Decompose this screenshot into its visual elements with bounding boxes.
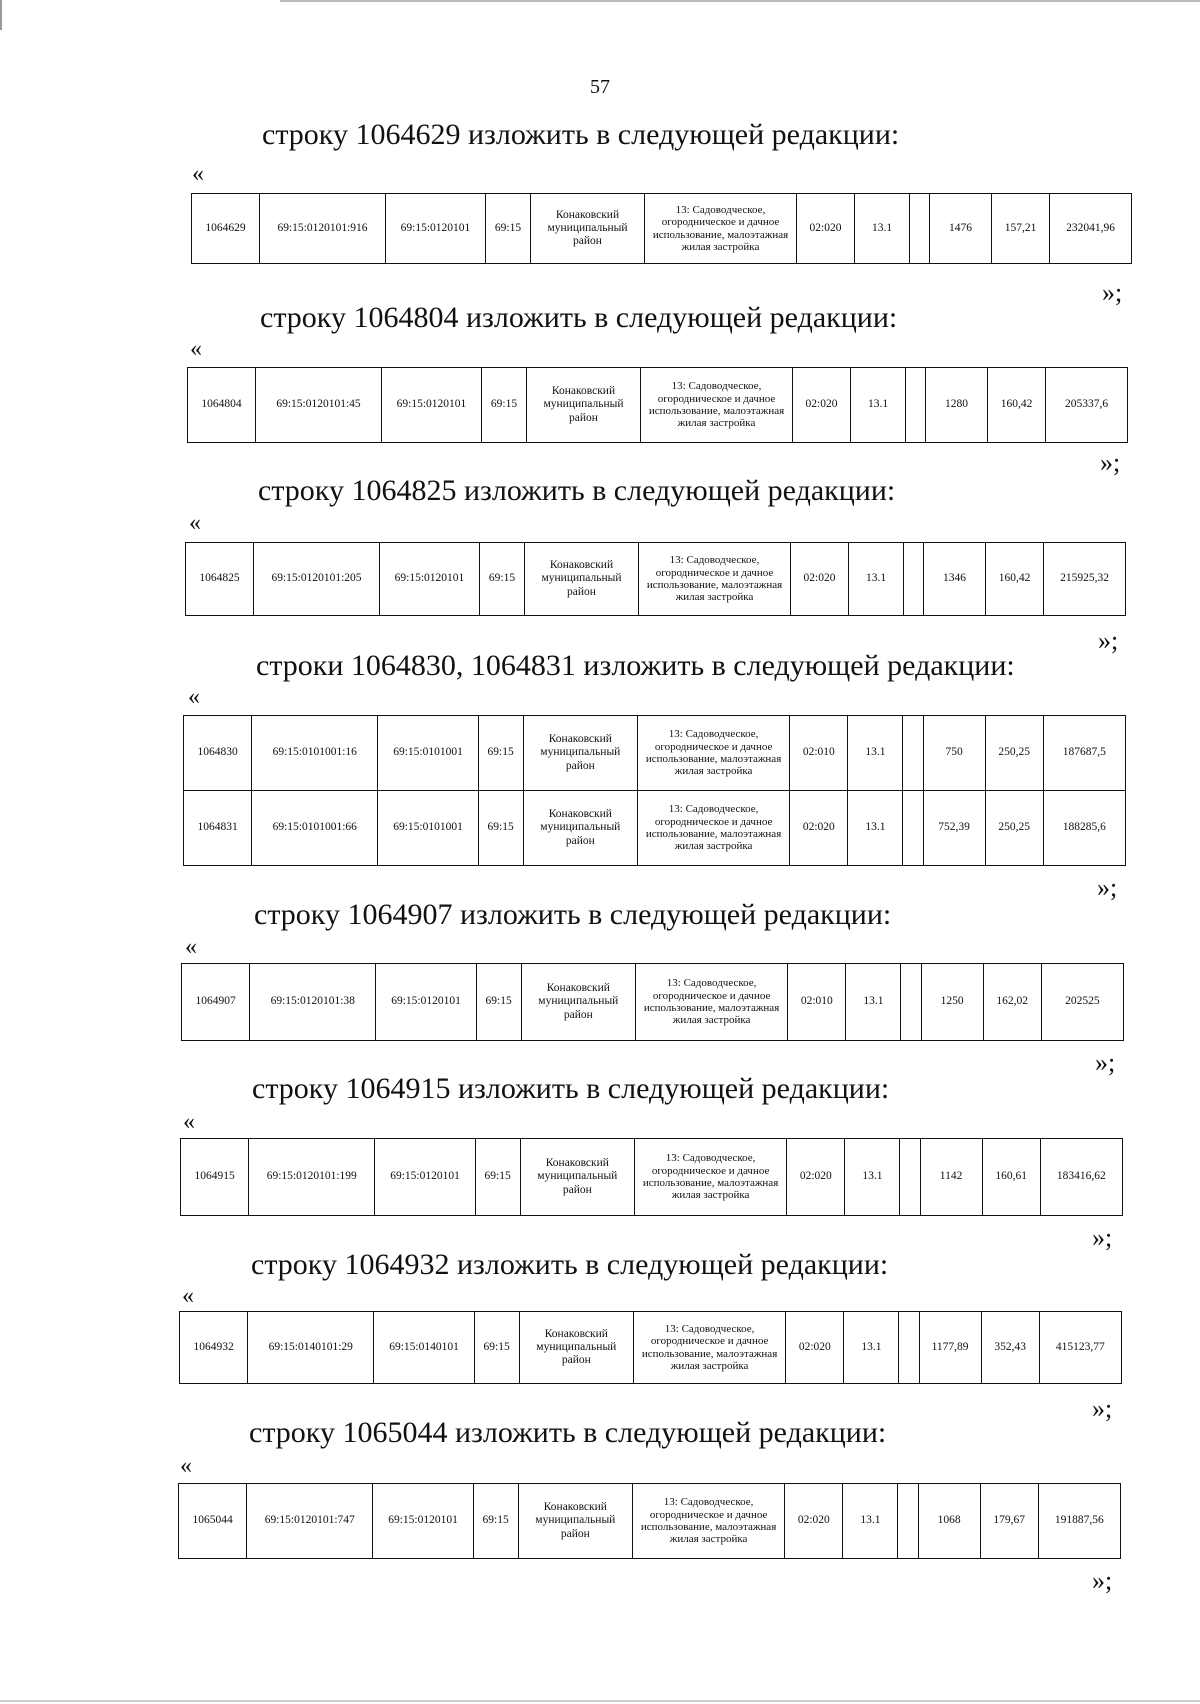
cell-district-code: 69:15 <box>474 1312 519 1384</box>
cell-group: 13.1 <box>851 368 906 443</box>
cell-zone: 02:020 <box>785 1484 843 1559</box>
cell-record-number: 1064804 <box>188 368 256 443</box>
closing-quote: »; <box>1095 1048 1116 1077</box>
cell-zone: 02:020 <box>791 543 849 616</box>
table-row <box>184 716 1126 791</box>
cell-cadastral-quarter: 69:15:0120101 <box>375 1139 475 1216</box>
cell-empty <box>906 368 926 443</box>
cell-district-code: 69:15 <box>473 1484 518 1559</box>
cell-cadastral-value: 415123,77 <box>1039 1312 1121 1384</box>
opening-quote: « <box>188 684 200 710</box>
cell-cadastral-value: 232041,96 <box>1050 194 1132 264</box>
cell-record-number: 1064932 <box>180 1312 248 1384</box>
cell-record-number: 1065044 <box>179 1484 247 1559</box>
cell-specific-value: 250,25 <box>985 716 1043 791</box>
cell-municipality: Конаковский муниципальный район <box>520 1139 634 1216</box>
closing-quote: »; <box>1097 873 1118 902</box>
cell-zone: 02:010 <box>788 964 846 1041</box>
cell-cadastral-value: 215925,32 <box>1044 543 1126 616</box>
cell-municipality: Конаковский муниципальный район <box>521 964 635 1041</box>
cell-municipality: Конаковский муниципальный район <box>531 194 645 264</box>
cell-group: 13.1 <box>844 1312 899 1384</box>
cell-land-use: 13: Садоводческое, огородническое и дачное использование, малоэтажная жилая застройка <box>634 1139 786 1216</box>
cell-cadastral-value: 187687,5 <box>1043 716 1125 791</box>
cell-cadastral-number: 69:15:0120101:199 <box>249 1139 375 1216</box>
cell-group: 13.1 <box>848 791 903 866</box>
cell-cadastral-quarter: 69:15:0140101 <box>374 1312 474 1384</box>
record-table <box>179 1311 1122 1384</box>
cell-record-number: 1064915 <box>181 1139 249 1216</box>
cell-district-code: 69:15 <box>482 368 527 443</box>
cell-empty <box>900 1139 920 1216</box>
cell-record-number: 1064830 <box>184 716 252 791</box>
closing-quote: »; <box>1100 448 1121 477</box>
cell-cadastral-quarter: 69:15:0120101 <box>386 194 486 264</box>
cell-zone: 02:020 <box>793 368 851 443</box>
section-heading: строку 1064915 изложить в следующей редакции: <box>252 1072 890 1105</box>
cell-land-use: 13: Садоводческое, огородническое и дачное использование, малоэтажная жилая застройка <box>645 194 797 264</box>
cell-record-number: 1064629 <box>192 194 260 264</box>
cell-area: 1280 <box>926 368 988 443</box>
cell-zone: 02:010 <box>790 716 848 791</box>
closing-quote: »; <box>1092 1223 1113 1252</box>
cell-group: 13.1 <box>849 543 904 616</box>
cell-municipality: Конаковский муниципальный район <box>523 716 637 791</box>
section-heading: строку 1065044 изложить в следующей редакции: <box>249 1416 887 1449</box>
cell-cadastral-quarter: 69:15:0120101 <box>373 1484 473 1559</box>
cell-specific-value: 162,02 <box>983 964 1041 1041</box>
scan-edge-bottom <box>0 1700 1200 1702</box>
section-heading: строку 1064932 изложить в следующей редакции: <box>251 1248 889 1281</box>
cell-area: 1142 <box>920 1139 982 1216</box>
cell-district-code: 69:15 <box>478 791 523 866</box>
cell-group: 13.1 <box>846 964 901 1041</box>
cell-cadastral-number: 69:15:0120101:205 <box>254 543 380 616</box>
cell-cadastral-quarter: 69:15:0120101 <box>376 964 476 1041</box>
cell-specific-value: 352,43 <box>981 1312 1039 1384</box>
page-number: 57 <box>590 76 610 98</box>
cell-land-use: 13: Садоводческое, огородническое и дачное использование, малоэтажная жилая застройка <box>633 1312 785 1384</box>
cell-empty <box>904 543 924 616</box>
record-table <box>178 1483 1121 1559</box>
opening-quote: « <box>180 1453 192 1479</box>
cell-specific-value: 157,21 <box>992 194 1050 264</box>
cell-zone: 02:020 <box>787 1139 845 1216</box>
table-row <box>182 964 1124 1041</box>
table-row <box>181 1139 1123 1216</box>
opening-quote: « <box>192 161 204 187</box>
record-table <box>187 367 1128 443</box>
cell-area: 1068 <box>918 1484 980 1559</box>
cell-cadastral-number: 69:15:0101001:16 <box>252 716 378 791</box>
cell-area: 1346 <box>924 543 986 616</box>
cell-municipality: Конаковский муниципальный район <box>523 791 637 866</box>
cell-cadastral-value: 191887,56 <box>1038 1484 1120 1559</box>
cell-cadastral-number: 69:15:0101001:66 <box>252 791 378 866</box>
cell-record-number: 1064825 <box>186 543 254 616</box>
table-row <box>179 1484 1121 1559</box>
cell-cadastral-quarter: 69:15:0120101 <box>380 543 480 616</box>
cell-district-code: 69:15 <box>475 1139 520 1216</box>
section-heading: строку 1064907 изложить в следующей редакции: <box>254 898 892 931</box>
opening-quote: « <box>189 510 201 536</box>
cell-area: 1476 <box>930 194 992 264</box>
cell-empty <box>899 1312 919 1384</box>
cell-group: 13.1 <box>843 1484 898 1559</box>
cell-district-code: 69:15 <box>478 716 523 791</box>
cell-cadastral-number: 69:15:0120101:45 <box>256 368 382 443</box>
table-row <box>184 791 1126 866</box>
cell-land-use: 13: Садоводческое, огородническое и дачное использование, малоэтажная жилая застройка <box>637 716 789 791</box>
cell-record-number: 1064831 <box>184 791 252 866</box>
cell-land-use: 13: Садоводческое, огородническое и дачное использование, малоэтажная жилая застройка <box>632 1484 784 1559</box>
cell-group: 13.1 <box>845 1139 900 1216</box>
cell-empty <box>901 964 921 1041</box>
cell-district-code: 69:15 <box>476 964 521 1041</box>
cell-specific-value: 160,61 <box>982 1139 1040 1216</box>
section-heading: строку 1064825 изложить в следующей редакции: <box>258 474 896 507</box>
cell-cadastral-quarter: 69:15:0101001 <box>378 791 478 866</box>
closing-quote: »; <box>1092 1566 1113 1595</box>
table-row <box>188 368 1128 443</box>
cell-specific-value: 179,67 <box>980 1484 1038 1559</box>
cell-specific-value: 160,42 <box>986 543 1044 616</box>
cell-cadastral-value: 183416,62 <box>1040 1139 1122 1216</box>
cell-area: 750 <box>923 716 985 791</box>
record-table <box>181 963 1124 1041</box>
scan-edge-left <box>0 0 2 30</box>
record-table <box>180 1138 1123 1216</box>
section-heading: строки 1064830, 1064831 изложить в следующей редакции: <box>256 649 1015 682</box>
cell-area: 1177,89 <box>919 1312 981 1384</box>
closing-quote: »; <box>1092 1394 1113 1423</box>
cell-zone: 02:020 <box>790 791 848 866</box>
opening-quote: « <box>190 336 202 362</box>
cell-empty <box>898 1484 918 1559</box>
record-table <box>191 193 1132 264</box>
cell-cadastral-quarter: 69:15:0101001 <box>378 716 478 791</box>
opening-quote: « <box>185 934 197 960</box>
cell-land-use: 13: Садоводческое, огородническое и дачное использование, малоэтажная жилая застройка <box>641 368 793 443</box>
cell-cadastral-value: 188285,6 <box>1043 791 1125 866</box>
cell-land-use: 13: Садоводческое, огородническое и дачное использование, малоэтажная жилая застройка <box>637 791 789 866</box>
cell-land-use: 13: Садоводческое, огородническое и дачное использование, малоэтажная жилая застройка <box>635 964 787 1041</box>
cell-cadastral-number: 69:15:0120101:747 <box>247 1484 373 1559</box>
cell-cadastral-value: 205337,6 <box>1046 368 1128 443</box>
section-heading: строку 1064629 изложить в следующей редакции: <box>262 118 900 151</box>
cell-cadastral-quarter: 69:15:0120101 <box>382 368 482 443</box>
cell-district-code: 69:15 <box>480 543 525 616</box>
cell-area: 1250 <box>921 964 983 1041</box>
cell-record-number: 1064907 <box>182 964 250 1041</box>
record-table <box>183 715 1126 866</box>
cell-municipality: Конаковский муниципальный район <box>519 1312 633 1384</box>
table-row <box>192 194 1132 264</box>
cell-municipality: Конаковский муниципальный район <box>527 368 641 443</box>
cell-district-code: 69:15 <box>486 194 531 264</box>
cell-cadastral-number: 69:15:0120101:38 <box>250 964 376 1041</box>
cell-empty <box>903 716 923 791</box>
cell-municipality: Конаковский муниципальный район <box>525 543 639 616</box>
cell-cadastral-value: 202525 <box>1041 964 1123 1041</box>
closing-quote: »; <box>1102 278 1123 307</box>
cell-zone: 02:020 <box>786 1312 844 1384</box>
cell-area: 752,39 <box>923 791 985 866</box>
closing-quote: »; <box>1098 626 1119 655</box>
opening-quote: « <box>183 1109 195 1135</box>
cell-group: 13.1 <box>848 716 903 791</box>
cell-municipality: Конаковский муниципальный район <box>518 1484 632 1559</box>
table-row <box>180 1312 1122 1384</box>
scan-edge-top <box>280 0 1200 2</box>
cell-specific-value: 160,42 <box>988 368 1046 443</box>
cell-zone: 02:020 <box>797 194 855 264</box>
cell-cadastral-number: 69:15:0140101:29 <box>248 1312 374 1384</box>
cell-empty <box>910 194 930 264</box>
cell-cadastral-number: 69:15:0120101:916 <box>260 194 386 264</box>
cell-group: 13.1 <box>855 194 910 264</box>
opening-quote: « <box>182 1283 194 1309</box>
cell-specific-value: 250,25 <box>985 791 1043 866</box>
record-table <box>185 542 1126 616</box>
cell-land-use: 13: Садоводческое, огородническое и дачное использование, малоэтажная жилая застройка <box>639 543 791 616</box>
cell-empty <box>903 791 923 866</box>
table-row <box>186 543 1126 616</box>
section-heading: строку 1064804 изложить в следующей редакции: <box>260 301 898 334</box>
